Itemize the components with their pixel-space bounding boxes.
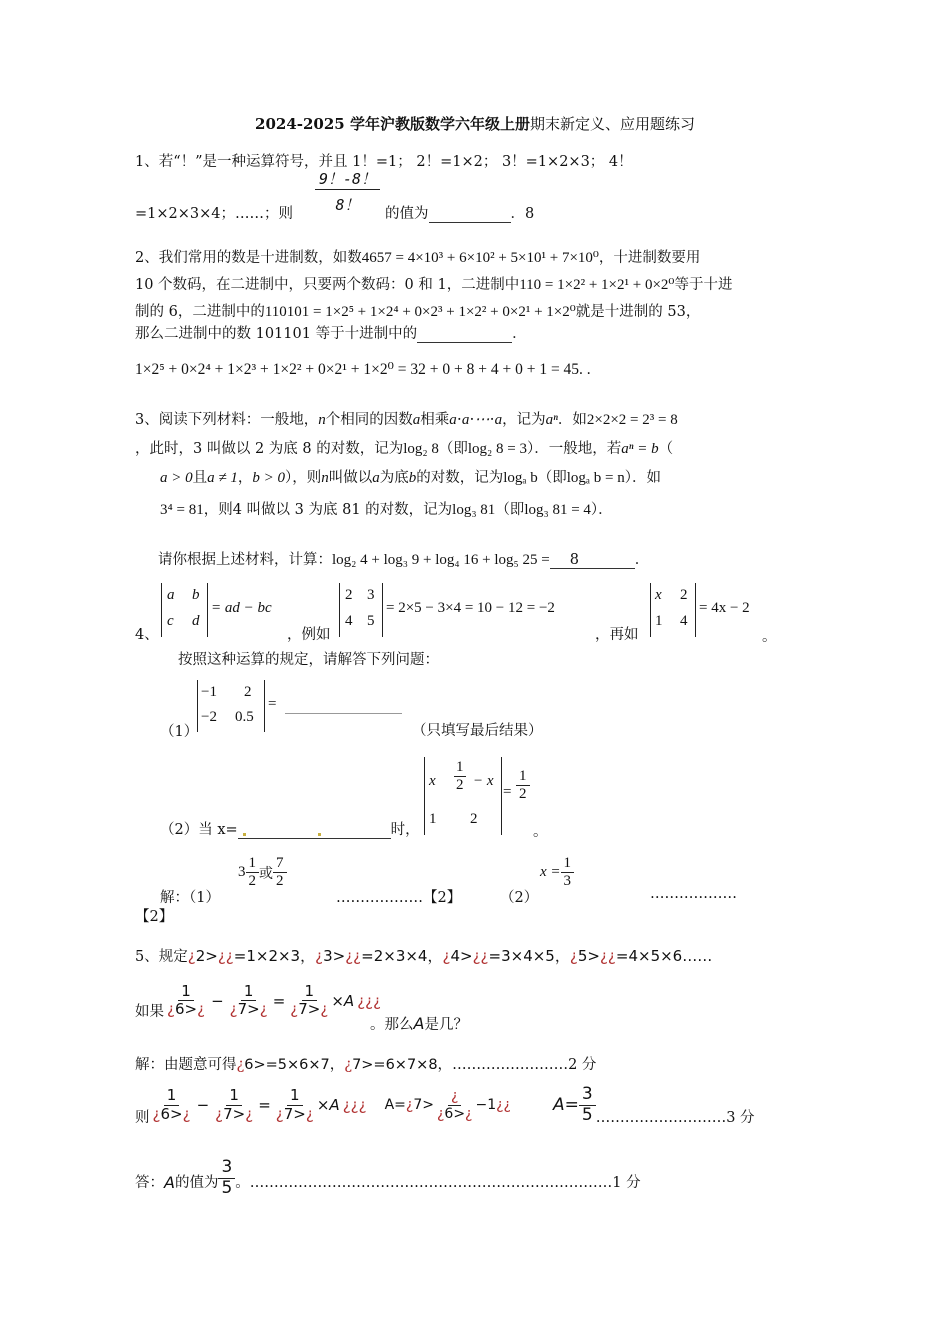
q4-p2-half-den: 2 bbox=[456, 777, 464, 793]
q3-l3b: ， bbox=[237, 470, 253, 486]
q5-A: A bbox=[413, 1014, 425, 1033]
q5-aeq2: 7> bbox=[413, 1097, 434, 1114]
q3-line4 bbox=[160, 498, 613, 519]
q3-line1 bbox=[135, 408, 678, 429]
q5-eq: = bbox=[272, 991, 286, 1010]
q5-A-eq: A= bbox=[553, 1095, 579, 1116]
q3-line3 bbox=[160, 466, 661, 487]
title-normal: 期末新定义、应用题练习 bbox=[529, 115, 695, 133]
q4-p1-note: （只填写最后结果） bbox=[412, 723, 543, 739]
q4-sol2 bbox=[540, 855, 574, 891]
q4-ex2-label: ，再如 bbox=[595, 627, 639, 643]
q5-l1g: =3×4×5， bbox=[488, 947, 570, 965]
q4-ex-determinant bbox=[339, 583, 383, 637]
q5-num: 1 bbox=[287, 1087, 303, 1105]
q4-sol1-frac1 bbox=[246, 855, 260, 891]
q4-p2-rhs-num: 1 bbox=[516, 768, 530, 786]
q5-l1a: 5、规定 bbox=[135, 949, 188, 965]
q3-line2 bbox=[135, 437, 673, 458]
q4-p2-rhs-den: 2 bbox=[519, 786, 527, 802]
q5-den bbox=[212, 1106, 256, 1123]
q5-glyph: ¿ bbox=[187, 947, 196, 965]
q3-l3m1: a > 0 bbox=[160, 470, 193, 486]
q3-l1ca: a bbox=[412, 412, 421, 428]
q4-sol-label: 解：（1） bbox=[160, 890, 220, 906]
q3-l2c: ）．一般地，若 bbox=[527, 441, 622, 457]
q3-l5a: 请你根据上述材料，计算： bbox=[158, 552, 332, 568]
q5-glyph: ¿ bbox=[344, 1057, 353, 1073]
q5-d6: 6> bbox=[160, 1104, 183, 1123]
q5-glyph: ¿ bbox=[315, 947, 324, 965]
q5-num: 1 bbox=[164, 1087, 180, 1105]
q5-glyph: ¿¿¿ bbox=[342, 1096, 367, 1115]
title-bold: 2024-2025 学年沪教版数学六年级上册 bbox=[255, 115, 530, 133]
q5-aeq3: −1 bbox=[475, 1097, 497, 1114]
q5-l1i: =4×5×6…… bbox=[615, 947, 713, 965]
q5-glyph: ¿ bbox=[236, 1057, 245, 1073]
q2-l2m: 110 = 1×2² + 1×2¹ + 0×2⁰ bbox=[519, 277, 675, 293]
q4-ex2-rhs: = 4x − 2 bbox=[699, 600, 750, 616]
q5-if-frac2 bbox=[227, 983, 271, 1019]
q4-sol2-frac bbox=[561, 855, 575, 891]
q5-aeq: A= bbox=[384, 1097, 406, 1114]
q4-sol-dots1: ………………【2】 bbox=[336, 890, 462, 906]
q5-l1d: 3> bbox=[323, 947, 346, 965]
q3-l1n: n bbox=[318, 412, 326, 428]
q5-den bbox=[227, 1001, 271, 1018]
q4-p1-determinant bbox=[197, 680, 265, 732]
q3-l2a: ，此时，3 叫做以 2 为底 8 的对数，记为 bbox=[135, 441, 404, 457]
q5-den bbox=[164, 1001, 208, 1018]
q3-l1b: 个相同的因数 bbox=[325, 412, 413, 428]
q4-p2-end: 。 bbox=[533, 824, 548, 840]
q2-l1b: ，十进制数要用 bbox=[598, 250, 701, 266]
q4-p2-mid: 时， bbox=[390, 822, 420, 838]
q4-p1-cell-2: 2 bbox=[244, 684, 252, 700]
q4-ex-rhs: = 2×5 − 3×4 = 10 − 12 = −2 bbox=[386, 600, 555, 616]
q1-line2a: =1×2×3×4；……；则 bbox=[135, 206, 293, 222]
q4-ex-cell-4: 5 bbox=[367, 613, 375, 629]
q4-sol1-int: 3 bbox=[238, 864, 246, 881]
q5-d6: 6> bbox=[444, 1105, 466, 1122]
q5-glyph: ¿ bbox=[305, 1104, 314, 1123]
q3-l3m2: a ≠ 1 bbox=[207, 470, 238, 486]
q1-line2 bbox=[135, 202, 293, 223]
q5-ans-den: 5 bbox=[221, 1177, 233, 1198]
q2-line2 bbox=[135, 273, 732, 294]
q3-l2m2: log₂ 8 = 3 bbox=[467, 441, 527, 457]
q3-l3fb: b bbox=[408, 470, 417, 486]
q5-s1c: 7>=6×7×8， bbox=[352, 1057, 453, 1073]
q4-sol-p2: （2） bbox=[500, 890, 539, 906]
q4-def-d: d bbox=[192, 613, 200, 629]
q5-minus: − bbox=[211, 991, 224, 1010]
q5-timesA: ×A bbox=[331, 991, 355, 1010]
q2-l3m: 110101 = 1×2⁵ + 1×2⁴ + 0×2³ + 1×2² + 0×2¹ + 1×2⁰ bbox=[264, 304, 576, 320]
q5-eq: = bbox=[258, 1096, 271, 1115]
q5-sol-line1 bbox=[135, 1053, 596, 1074]
q3-l1d: ，记为 bbox=[502, 412, 546, 428]
q5-d7: 7> bbox=[283, 1104, 306, 1123]
q4-ex2-cell-3: 1 bbox=[655, 613, 663, 629]
blank-mark-1 bbox=[243, 833, 246, 836]
q3-l1e: ．如 bbox=[557, 412, 587, 428]
q3-l2m1: log₂ 8 bbox=[403, 441, 439, 457]
q4-ex2-cell-1: x bbox=[655, 587, 662, 603]
q4-p2-x: x bbox=[429, 773, 436, 789]
q5-den bbox=[273, 1106, 317, 1123]
q4-p1-label: （1） bbox=[160, 724, 199, 740]
q5-ans-c: 。 bbox=[235, 1175, 250, 1192]
q4-p2-rhs-frac bbox=[516, 768, 530, 803]
q4-p1-answer-blank[interactable] bbox=[285, 713, 402, 714]
q4-def-b: b bbox=[192, 587, 200, 603]
q1-frac-num: 9！-8！ bbox=[315, 168, 380, 190]
q5-A: A bbox=[164, 1173, 175, 1193]
q5-den bbox=[150, 1106, 194, 1123]
q4-p2-one: 1 bbox=[429, 811, 437, 827]
q5-d7: 7> bbox=[223, 1104, 246, 1123]
q5-l1h: 5> bbox=[577, 947, 600, 965]
q3-l3g: （即 bbox=[537, 470, 567, 486]
q4-sol1-den: 2 bbox=[248, 873, 256, 890]
q4-instructions: 按照这种运算的规定，请解答下列问题： bbox=[178, 652, 439, 668]
q1-answer-blank[interactable] bbox=[429, 222, 511, 223]
q3-l1a: 3、阅读下列材料：一般地， bbox=[135, 412, 319, 428]
q3-l4b: （即 bbox=[495, 502, 525, 518]
q3-l3m4: logₐ b bbox=[503, 470, 538, 486]
q5-sol-frac2 bbox=[212, 1087, 256, 1123]
q5-glyph: ¿¿ bbox=[599, 947, 616, 965]
q3-l3h: ）．如 bbox=[624, 470, 661, 486]
q5-glyph: ¿¿ bbox=[217, 947, 234, 965]
q3-l3c: ），则 bbox=[284, 470, 322, 486]
q4-label: 4、 bbox=[135, 627, 159, 643]
page-title bbox=[0, 113, 950, 134]
q4-sol1-num2: 7 bbox=[273, 855, 287, 873]
q5-glyph: ¿ bbox=[259, 1000, 268, 1019]
q5-answer-line bbox=[135, 1157, 641, 1198]
q5-glyph: ¿ bbox=[229, 1000, 238, 1019]
q5-glyph: ¿ bbox=[215, 1104, 224, 1123]
q5-glyph: ¿ bbox=[275, 1104, 284, 1123]
q5-l1f: 4> bbox=[450, 947, 473, 965]
q4-p2-determinant bbox=[424, 757, 502, 835]
q4-sol-dots2: ……………… bbox=[650, 886, 737, 902]
q3-l1prod: a⋅a⋅⋯⋅a bbox=[449, 412, 503, 428]
q4-p1-cell-3: −2 bbox=[201, 709, 217, 725]
q4-def-determinant bbox=[161, 583, 208, 637]
q3-l4a: ，则4 叫做以 3 为底 81 的对数，记为 bbox=[203, 502, 453, 518]
q5-glyph: ¿ bbox=[290, 1000, 299, 1019]
q4-sol1-num: 1 bbox=[246, 855, 260, 873]
q4-sol1-den2: 2 bbox=[276, 873, 284, 890]
q1-frac-den: 8！ bbox=[335, 196, 360, 214]
q5-ans-b: 的值为 bbox=[174, 1175, 219, 1192]
q2-l2b: 等于十进 bbox=[674, 277, 733, 293]
q5-if-frac3 bbox=[287, 983, 331, 1019]
q5-ans-num: 3 bbox=[218, 1158, 235, 1179]
q5-num: 1 bbox=[241, 983, 257, 1001]
q4-sol1 bbox=[238, 855, 287, 891]
q2-line4 bbox=[135, 322, 527, 343]
q2-l2a: 10 个数码，在二进制中，只要两个数码：0 和 1，二进制中 bbox=[135, 277, 520, 293]
q5-line1 bbox=[135, 945, 712, 966]
q5-glyph: ¿ bbox=[405, 1097, 414, 1114]
q3-l4c: ）． bbox=[590, 502, 613, 518]
q3-l4m2: log₃ 81 bbox=[452, 502, 496, 518]
q4-ex-label: ，例如 bbox=[287, 627, 331, 643]
q4-sol2-lhs: x = bbox=[540, 864, 561, 881]
q5-glyph: ¿¿ bbox=[345, 947, 362, 965]
q3-line5 bbox=[158, 548, 649, 569]
q4-p1-eq: = bbox=[268, 696, 277, 712]
q5-d7: 7> bbox=[237, 1000, 260, 1019]
q5-l1b: 2> bbox=[195, 947, 218, 965]
q4-p2-eq: = bbox=[503, 784, 512, 800]
q5-glyph: ¿ bbox=[320, 1000, 329, 1019]
q1-line2-tail bbox=[385, 202, 534, 223]
q5-num: 1 bbox=[302, 983, 318, 1001]
q4-sol1-or: 或 bbox=[259, 865, 273, 882]
q5-s1dots: ……………………2 分 bbox=[452, 1057, 597, 1073]
q3-l2d: （ bbox=[658, 441, 674, 457]
q2-l3a: 制的 6，二进制中的 bbox=[135, 304, 265, 320]
q3-l2m3: aⁿ = b bbox=[621, 441, 659, 457]
q4-ex-cell-2: 3 bbox=[367, 587, 375, 603]
q5-s1: 解：由题意可得 bbox=[135, 1057, 237, 1073]
q3-l4m3: log₃ 81 = 4 bbox=[524, 502, 591, 518]
q5-glyph: ¿¿ bbox=[472, 947, 489, 965]
q4-p1-cell-1: −1 bbox=[201, 684, 217, 700]
q5-ans-a: 答： bbox=[135, 1175, 164, 1192]
q2-l1m: 4657 = 4×10³ + 6×10² + 5×10¹ + 7×10⁰ bbox=[361, 250, 599, 266]
q4-p2-two: 2 bbox=[470, 811, 478, 827]
q5-then: 则 bbox=[135, 1110, 150, 1127]
q5-ans-dots: …………………………………………………………………1 分 bbox=[249, 1175, 641, 1192]
q5-sol-frac3 bbox=[273, 1087, 317, 1123]
q5-minus: − bbox=[196, 1096, 210, 1115]
q4-ex-cell-3: 4 bbox=[345, 613, 353, 629]
q3-l1c: 相乘 bbox=[420, 412, 450, 428]
q3-l4m1: 3⁴ = 81 bbox=[160, 502, 204, 518]
q5-d7: 7> bbox=[298, 1000, 321, 1019]
q3-l3d: 叫做以 bbox=[328, 470, 373, 486]
q2-answer-blank[interactable] bbox=[417, 342, 512, 343]
q5-s1b: 6>=5×6×7， bbox=[244, 1057, 345, 1073]
q2-solution: 1×2⁵ + 0×2⁴ + 1×2³ + 1×2² + 0×2¹ + 1×2⁰ = 32 + 0 + 8 + 4 + 0 + 1 = 45. . bbox=[135, 361, 591, 378]
q5-glyph: ¿ bbox=[245, 1104, 254, 1123]
q5-A-num: 3 bbox=[579, 1085, 596, 1106]
q5-den bbox=[434, 1106, 476, 1122]
q5-ans-frac bbox=[218, 1158, 235, 1198]
q4-ex2-end: 。 bbox=[762, 629, 777, 645]
q5-s3dots: ………………………3 分 bbox=[595, 1110, 755, 1127]
q1-answer: ．8 bbox=[510, 206, 535, 222]
q4-p2-label bbox=[160, 818, 420, 839]
q5-glyph: ¿ bbox=[569, 947, 578, 965]
q4-p2-half-num: 1 bbox=[456, 759, 464, 775]
q4-sol1-frac2 bbox=[273, 855, 287, 891]
q5-glyph: ¿ bbox=[442, 947, 451, 965]
q4-def-c: c bbox=[167, 613, 174, 629]
q3-l5m: log₂ 4 + log₃ 9 + log₄ 16 + log₅ 25 = bbox=[332, 552, 550, 568]
q2-line1 bbox=[135, 246, 700, 267]
q5-glyph: ¿ bbox=[197, 1000, 206, 1019]
q5-if-label: 如果 bbox=[135, 1003, 164, 1020]
q1-line2b: 的值为 bbox=[385, 206, 429, 222]
q3-l3m5: logₐ b = n bbox=[566, 470, 625, 486]
q5-question bbox=[370, 1013, 468, 1034]
q5-glyph: ¿ bbox=[152, 1104, 161, 1123]
q2-l4: 那么二进制中的数 101101 等于十进制中的 bbox=[135, 326, 418, 342]
q4-p2-minus-x: − x bbox=[473, 773, 494, 789]
q4-def-a: a bbox=[167, 587, 175, 603]
q5-if-equation bbox=[135, 983, 381, 1019]
q3-l3n: n bbox=[321, 470, 329, 486]
q4-ex2-determinant bbox=[650, 583, 696, 637]
q4-p2-half bbox=[454, 759, 466, 794]
q3-l5end: ． bbox=[634, 552, 650, 568]
q1-fraction bbox=[315, 168, 380, 215]
q4-p2-answer-blank[interactable] bbox=[238, 838, 391, 839]
q5-l1c: =1×2×3， bbox=[233, 947, 316, 965]
q5-glyph: ¿¿¿ bbox=[357, 991, 382, 1010]
q3-l3e: 为底 bbox=[379, 470, 409, 486]
q4-ex2-cell-4: 4 bbox=[680, 613, 688, 629]
q2-l4end: ． bbox=[512, 326, 527, 342]
q5-q-end2: 是几？ bbox=[424, 1017, 468, 1033]
q4-sol2-num: 1 bbox=[561, 855, 575, 873]
q5-d6: 6> bbox=[174, 1000, 198, 1019]
q3-l3a: 且 bbox=[192, 470, 208, 486]
q2-line3 bbox=[135, 300, 700, 321]
q5-timesA: ×A bbox=[316, 1096, 340, 1115]
q5-glyph: ¿ bbox=[167, 1000, 175, 1019]
q2-l1a: 2、我们常用的数是十进制数，如数 bbox=[135, 250, 362, 266]
q5-sol-frac1 bbox=[150, 1087, 194, 1123]
q5-A-value bbox=[579, 1085, 596, 1125]
q5-A-den: 5 bbox=[581, 1104, 593, 1125]
q5-sol-equation bbox=[135, 1085, 755, 1125]
q3-l3f: 的对数，记为 bbox=[416, 470, 504, 486]
q3-l2b: （即 bbox=[438, 441, 468, 457]
q5-glyph: ¿ bbox=[182, 1104, 191, 1123]
q3-l1ex: 2×2×2 = 2³ = 8 bbox=[586, 412, 678, 428]
q5-glyph: ¿ bbox=[448, 1088, 461, 1105]
q5-glyph: ¿ bbox=[436, 1105, 445, 1122]
q5-num: 1 bbox=[226, 1087, 242, 1105]
q3-l1pow: aⁿ bbox=[545, 412, 558, 428]
q5-if-frac1 bbox=[164, 983, 208, 1019]
q4-sol-tail: 【2】 bbox=[135, 909, 174, 925]
q5-l1e: =2×3×4， bbox=[361, 947, 443, 965]
q4-ex-cell-1: 2 bbox=[345, 587, 353, 603]
q5-A-expr bbox=[385, 1097, 434, 1113]
q3-l3m3: b > 0 bbox=[252, 470, 285, 486]
q3-l3ea: a bbox=[372, 470, 380, 486]
q4-def-rhs: = ad − bc bbox=[211, 600, 272, 616]
q1-line1: 1、若“！”是一种运算符号，并且 1！=1； 2！=1×2； 3！=1×2×3； 4！ bbox=[135, 154, 633, 170]
q4-p2-prefix: （2）当 x= bbox=[160, 822, 238, 838]
q2-l3b: 就是十进制的 53， bbox=[575, 304, 701, 320]
q5-glyph: ¿ bbox=[465, 1105, 473, 1122]
q3-answer[interactable]: 8 bbox=[550, 552, 635, 569]
q5-A-frac bbox=[434, 1088, 476, 1121]
q5-q-end: 。那么 bbox=[370, 1017, 414, 1033]
q5-num: 1 bbox=[178, 983, 194, 1001]
q4-p1-cell-4: 0.5 bbox=[235, 709, 254, 725]
q4-sol2-den: 3 bbox=[563, 873, 572, 890]
q4-ex2-cell-2: 2 bbox=[680, 587, 688, 603]
q5-den bbox=[287, 1001, 331, 1018]
blank-mark-2 bbox=[318, 833, 321, 836]
q5-glyph: ¿¿ bbox=[496, 1097, 511, 1114]
